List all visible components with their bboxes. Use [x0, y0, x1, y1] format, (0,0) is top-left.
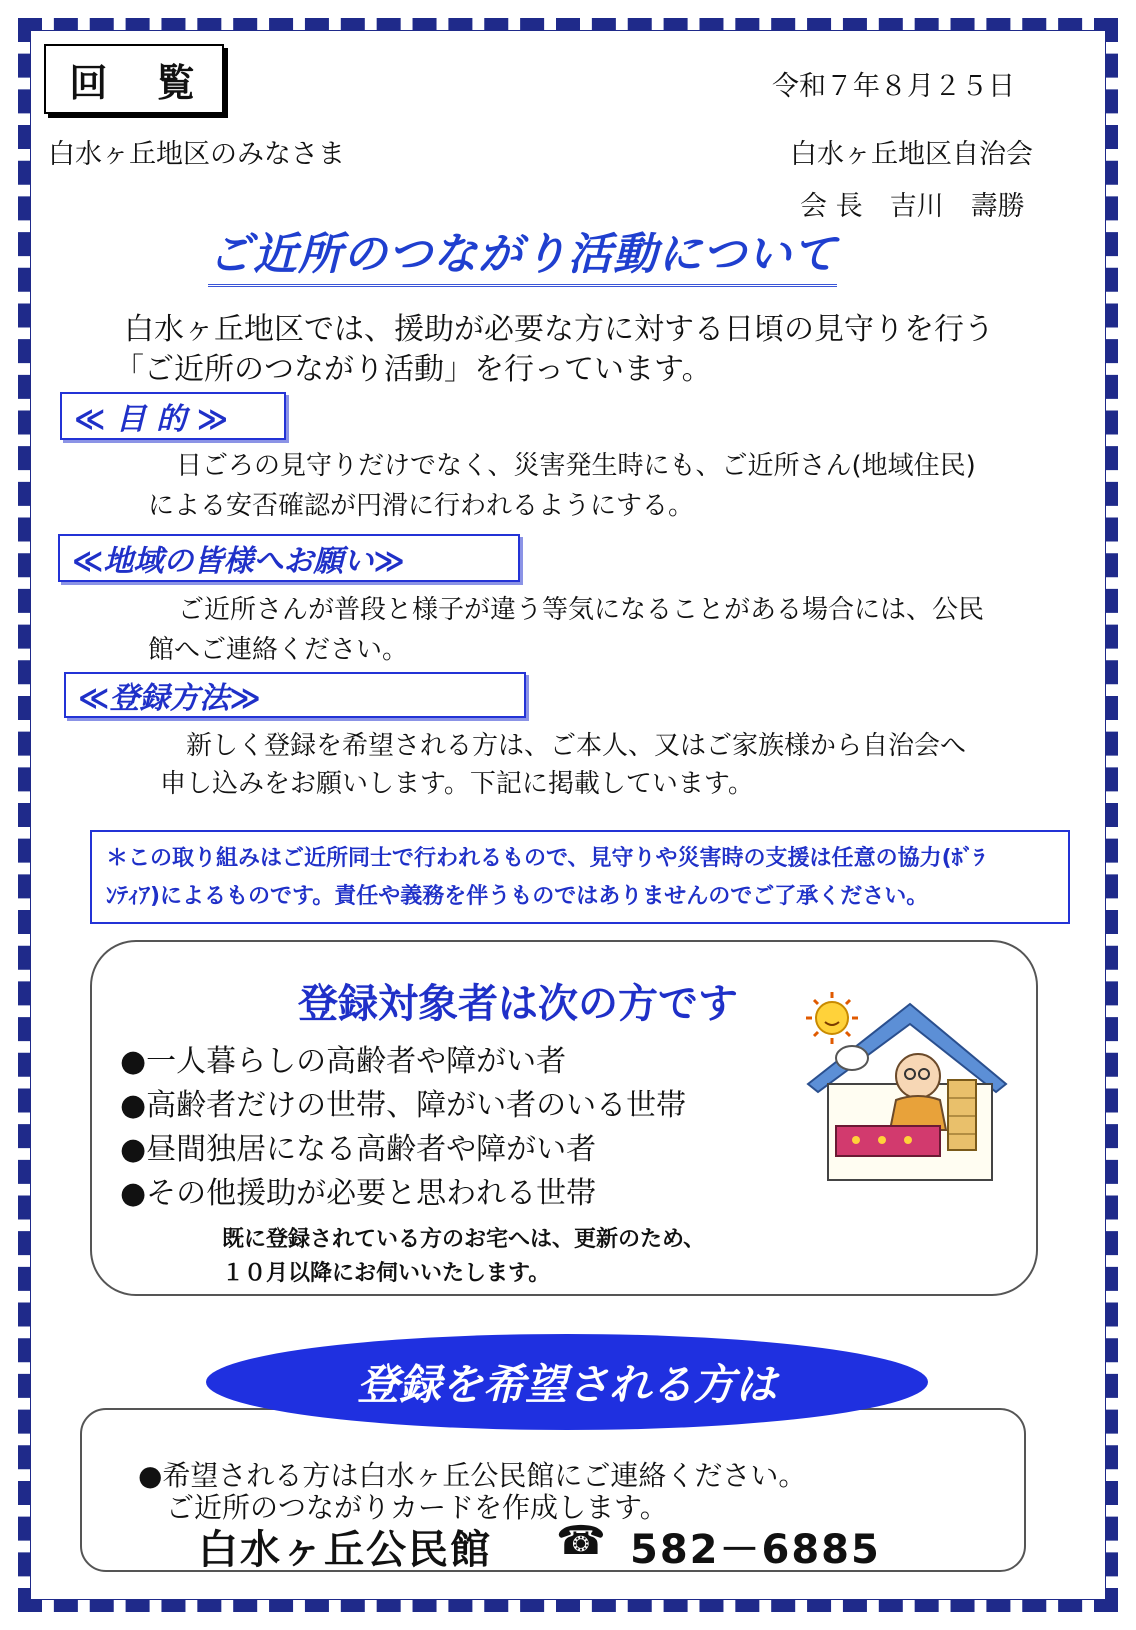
sender-name: 会 長 吉川 壽勝	[800, 191, 1025, 222]
contact-line-1: ●希望される方は白水ヶ丘公民館にご連絡ください。	[138, 1459, 807, 1492]
registration-heading: ≪登録方法≫	[64, 672, 526, 718]
renewal-note-line-1: 既に登録されている方のお宅へは、更新のため、	[222, 1227, 706, 1252]
intro-line-2: 「ご近所のつながり活動」を行っています。	[114, 352, 712, 387]
intro-line-1: 白水ヶ丘地区では、援助が必要な方に対する日頃の見守りを行う	[124, 312, 994, 347]
circulation-label: 回 覧	[44, 44, 224, 114]
renewal-note-line-2: １０月以降にお伺いいたします。	[222, 1261, 551, 1286]
target-item: ●高齢者だけの世帯、障がい者のいる世帯	[120, 1088, 687, 1123]
apply-banner: 登録を希望される方は	[206, 1334, 928, 1430]
notice-line-2: ﾝﾃｨｱ)によるものです。責任や義務を伴うものではありませんのでご了承ください。	[106, 884, 929, 909]
target-item: ●昼間独居になる高齢者や障がい者	[120, 1132, 597, 1167]
sun-icon	[806, 992, 858, 1044]
purpose-heading: ≪ 目 的 ≫	[60, 392, 286, 440]
phone-icon: ☎	[556, 1518, 608, 1564]
phone-number: 582－6885	[630, 1527, 881, 1573]
request-line-1: ご近所さんが普段と様子が違う等気になることがある場合には、公民	[178, 595, 985, 625]
addressee: 白水ヶ丘地区のみなさま	[48, 139, 345, 170]
issue-date: 令和７年８月２５日	[772, 71, 1015, 102]
registration-line-1: 新しく登録を希望される方は、ご本人、又はご家族様から自治会へ	[186, 731, 967, 761]
house-elderly-illustration	[800, 988, 1012, 1184]
request-line-2: 館へご連絡ください。	[148, 635, 409, 665]
page-title: ご近所のつながり活動について	[208, 218, 837, 287]
hall-name: 白水ヶ丘公民館	[198, 1527, 492, 1573]
target-item: ●その他援助が必要と思われる世帯	[120, 1176, 597, 1211]
voluntary-notice-box	[90, 830, 1070, 924]
purpose-line-1: 日ごろの見守りだけでなく、災害発生時にも、ご近所さん(地域住民)	[176, 451, 976, 481]
sender-organization: 白水ヶ丘地区自治会	[790, 139, 1033, 170]
notice-line-1: ＊この取り組みはご近所同士で行われるもので、見守りや災害時の支援は任意の協力(ﾎﾞﾗ	[106, 846, 985, 871]
target-item: ●一人暮らしの高齢者や障がい者	[120, 1044, 567, 1079]
purpose-line-2: による安否確認が円滑に行われるようにする。	[148, 491, 695, 521]
registration-line-2: 申し込みをお願いします。下記に掲載しています。	[160, 769, 754, 799]
contact-line-2: ご近所のつながりカードを作成します。	[166, 1491, 668, 1524]
request-heading: ≪地域の皆様へお願い≫	[58, 534, 520, 582]
targets-heading: 登録対象者は次の方です	[298, 981, 738, 1027]
